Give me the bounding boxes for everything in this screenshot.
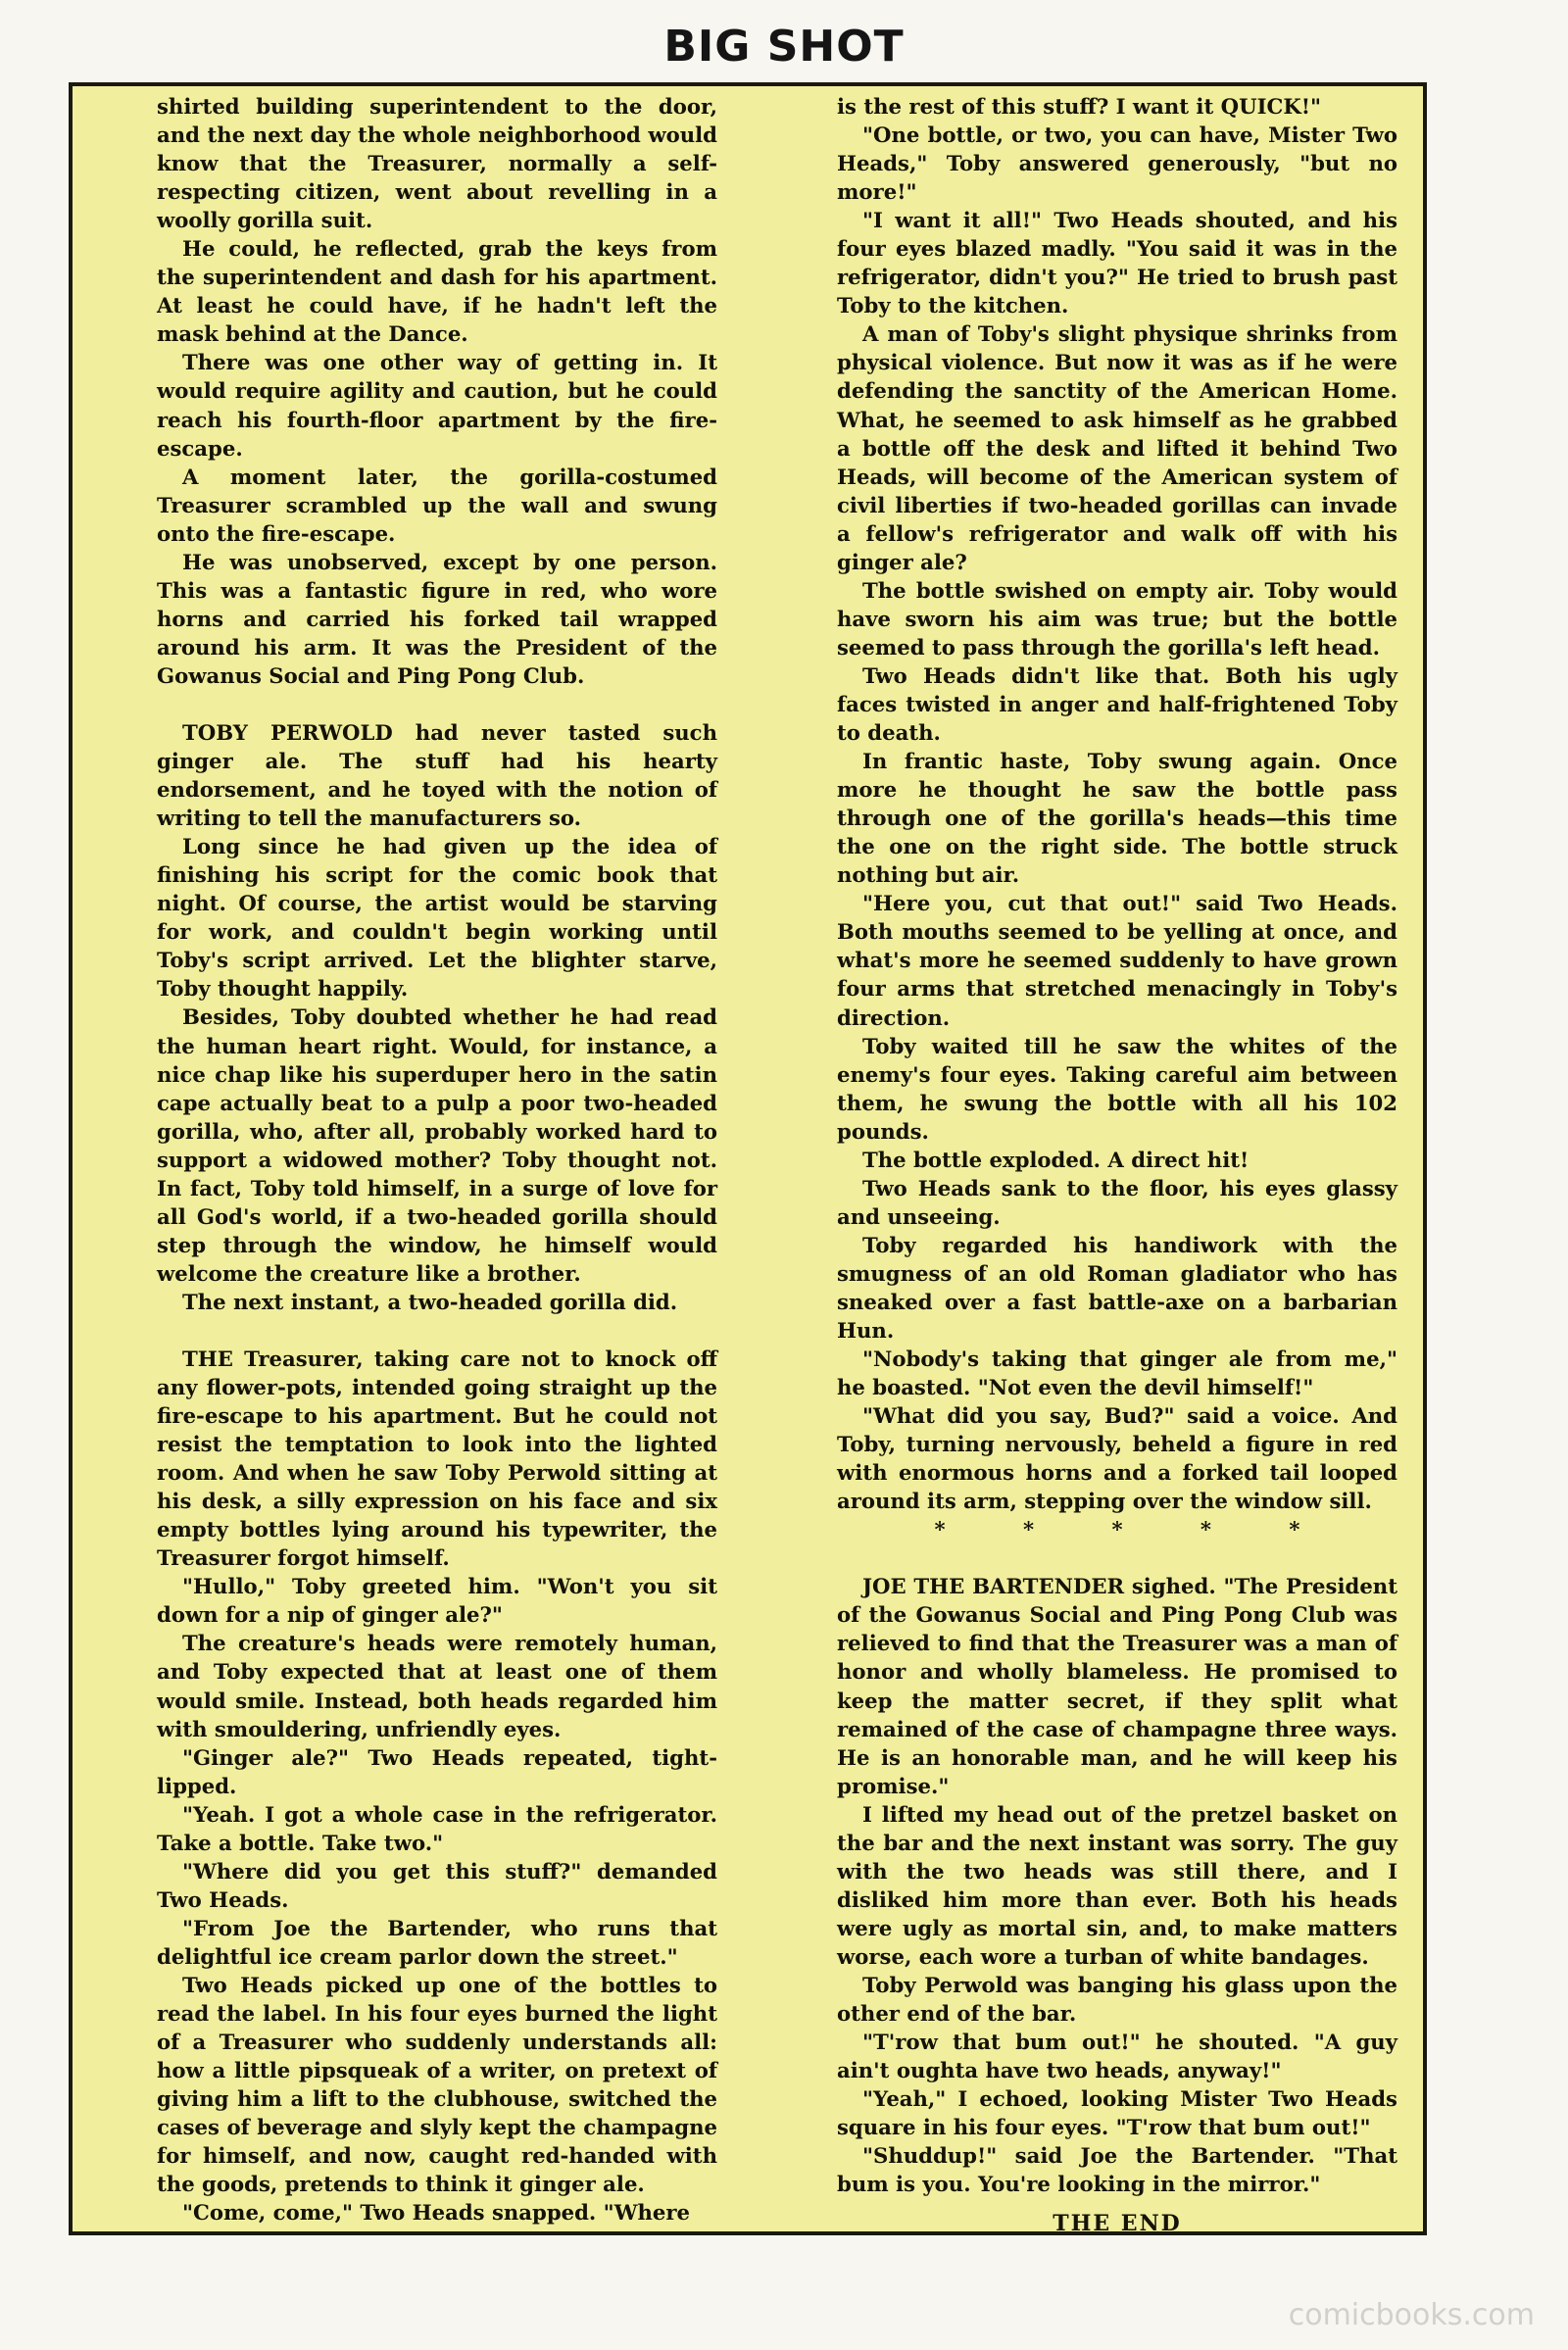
paragraph: "Ginger ale?" Two Heads repeated, tight-lipped. [157,1744,717,1798]
paragraph: "One bottle, or two, you can have, Mister Two Heads," Toby answered generously, "but no more!" [837,122,1397,205]
paragraph: A moment later, the gorilla-costumed Treasurer scrambled up the wall and swung onto the fire-escape. [157,464,717,546]
paragraph: JOE THE BARTENDER sighed. "The President of the Gowanus Social and Ping Pong Club was relieved to find that the Treasurer was a man of honor and wholly blameless. He promised to keep the matter secret, if they split what remained of the case of champagne three ways. He is an honorable man, and he will keep his promise." [837,1574,1397,1798]
paragraph: "I want it all!" Two Heads shouted, and his four eyes blazed madly. "You said it was in the refrigerator, didn't you?" He tried to brush past Toby to the kitchen. [837,208,1397,318]
paragraph: There was one other way of getting in. It would require agility and caution, but he could reach his fourth-floor apartment by the fire-escape. [157,350,717,461]
paragraph: A man of Toby's slight physique shrinks from physical violence. But now it was as if he were defending the sanctity of the American Home. What, he seemed to ask himself as he grabbed a bottle off the desk and lifted it behind Two Heads, will become of the American system of civil liberties if two-headed gorillas can invade a fellow's refrigerator and walk off with his ginger ale? [837,321,1397,574]
paragraph: Toby Perwold was banging his glass upon the other end of the bar. [837,1973,1397,2027]
paragraph: "Here you, cut that out!" said Two Heads. Both mouths seemed to be yelling at once, and what's more he seemed suddenly to have grown four arms that stretched menacingly in Toby's direction. [837,891,1397,1030]
paragraph: "Yeah," I echoed, looking Mister Two Heads square in his four eyes. "T'row that bum out!" [837,2086,1397,2140]
the-end-label: THE END [1053,2211,1182,2237]
paragraph: TOBY PERWOLD had never tasted such ginger ale. The stuff had his hearty endorsement, and he toyed with the notion of writing to tell the manufacturers so. [157,719,717,831]
paragraph: "T'row that bum out!" he shouted. "A guy ain't oughta have two heads, anyway!" [837,2030,1397,2083]
section-break: * * * * * [934,1517,1336,1542]
paragraph: "Nobody's taking that ginger ale from me," he boasted. "Not even the devil himself!" [837,1346,1397,1400]
paragraph: The bottle swished on empty air. Toby would have sworn his aim was true; but the bottle seemed to pass through the gorilla's left head. [837,577,1397,660]
left-column [157,92,717,2227]
paragraph: Toby regarded his handiwork with the smugness of an old Roman gladiator who has sneaked over a fast battle-axe on a barbarian Hun. [837,1232,1397,1344]
paragraph: I lifted my head out of the pretzel basket on the bar and the next instant was sorry. The guy with the two heads was still there, and I disliked him more than ever. Both his heads were ugly as mortal sin, and, to make matters worse, each wore a turban of white bandages. [837,1801,1397,1969]
paragraph: is the rest of this stuff? I want it QUICK!" [837,94,1322,119]
paragraph: "What did you say, Bud?" said a voice. And Toby, turning nervously, beheld a figure in red with enormous horns and a forked tail looped around its arm, stepping over the window sill. [837,1403,1397,1514]
paragraph: Long since he had given up the idea of finishing his script for the comic book that night. Of course, the artist would be starving for work, and couldn't begin working until Toby's script arrived. Let the blighter starve, Toby thought happily. [157,834,717,1002]
paragraph: Toby waited till he saw the whites of the enemy's four eyes. Taking careful aim between them, he swung the bottle with all his 102 pounds. [837,1033,1397,1144]
paragraph: "From Joe the Bartender, who runs that delightful ice cream parlor down the street." [157,1915,717,1969]
paragraph: "Hullo," Toby greeted him. "Won't you sit down for a nip of ginger ale?" [157,1574,717,1628]
paragraph: "Shuddup!" said Joe the Bartender. "That bum is you. You're looking in the mirror." [837,2143,1397,2197]
paragraph: Besides, Toby doubted whether he had read the human heart right. Would, for instance, a nice chap like his superduper hero in the satin cape actually beat to a pulp a poor two-headed gorilla, who, after all, probably worked hard to support a widowed mother? Toby thought not. In fact, Toby told himself, in a surge of love for all God's world, if a two-headed gorilla should step through the window, he himself would welcome the creature like a brother. [157,1004,717,1286]
paragraph: In frantic haste, Toby swung again. Once more he thought he saw the bottle pass through one of the gorilla's heads—this time the one on the right side. The bottle struck nothing but air. [837,749,1397,888]
page-title: BIG SHOT [663,22,905,72]
site-watermark: comicbooks.com [1288,2298,1535,2332]
right-column [837,92,1397,2238]
paragraph: "Where did you get this stuff?" demanded Two Heads. [157,1858,717,1912]
paragraph: He was unobserved, except by one person. This was a fantastic figure in red, who wore horns and carried his forked tail wrapped around his arm. It was the President of the Gowanus Social and Ping Pong Club. [157,549,717,688]
spacer [837,1543,1397,1572]
paragraph: Two Heads sank to the floor, his eyes glassy and unseeing. [837,1175,1397,1229]
paragraph: The bottle exploded. A direct hit! [862,1147,1250,1172]
story-text-panel [69,82,1427,2235]
paragraph: shirted building superintendent to the door, and the next day the whole neighborhood would know that the Treasurer, normally a self-respecting citizen, went about revelling in a woolly gorilla suit. [157,94,717,233]
paragraph: The next instant, a two-headed gorilla did. [182,1289,678,1314]
paragraph: "Come, come," Two Heads snapped. "Where [182,2200,691,2226]
paragraph: He could, he reflected, grab the keys from the superintendent and dash for his apartment. At least he could have, if he hadn't left the mask behind at the Dance. [157,236,717,347]
paragraph: Two Heads picked up one of the bottles to read the label. In his four eyes burned the light of a Treasurer who suddenly understands all: how a little pipsqueak of a writer, on pretext of giving him a lift to the clubhouse, switched the cases of beverage and slyly kept the champagne for himself, and now, caught red-handed with the goods, pretends to think it ginger ale. [157,1973,717,2197]
paragraph: THE Treasurer, taking care not to knock off any flower-pots, intended going straight up the fire-escape to his apartment. But he could not resist the temptation to look into the lighted room. And when he saw Toby Perwold sitting at his desk, a silly expression on his face and six empty bottles lying around his typewriter, the Treasurer forgot himself. [157,1346,717,1571]
paragraph: "Yeah. I got a whole case in the refrigerator. Take a bottle. Take two." [157,1801,717,1855]
paragraph: The creature's heads were remotely human, and Toby expected that at least one of them would smile. Instead, both heads regarded him with smouldering, unfriendly eyes. [157,1631,717,1741]
paragraph: Two Heads didn't like that. Both his ugly faces twisted in anger and half-frightened Toby to death. [837,662,1397,746]
